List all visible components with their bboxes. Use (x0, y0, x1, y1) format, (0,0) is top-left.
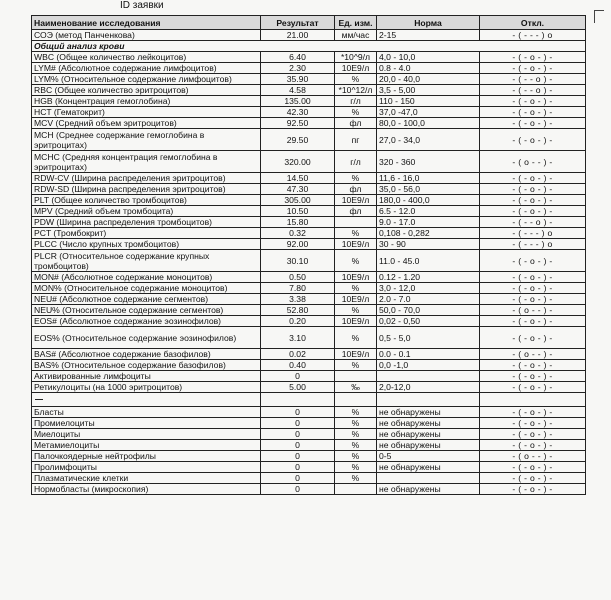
deviation-cell: - ( - - o ) - (480, 74, 586, 85)
test-name-cell: MCH (Среднее содержание гемоглобина в эритроцитах) (32, 129, 261, 151)
norm-cell: 27,0 - 34,0 (377, 129, 480, 151)
norm-cell: 0,02 - 0,50 (377, 316, 480, 327)
unit-cell: *10^9/л (335, 52, 377, 63)
norm-cell: 11,6 - 16,0 (377, 173, 480, 184)
norm-cell: 3,5 - 5,00 (377, 85, 480, 96)
test-name-cell: HGB (Концентрация гемоглобина) (32, 96, 261, 107)
result-cell: 0.40 (261, 360, 335, 371)
test-name-cell: Промиелоциты (32, 418, 261, 429)
empty-cell (261, 393, 335, 407)
result-cell: 10.50 (261, 206, 335, 217)
norm-cell (377, 473, 480, 484)
column-header-name: Наименование исследования (32, 16, 261, 30)
unit-cell: % (335, 451, 377, 462)
deviation-cell: - ( - o - ) - (480, 360, 586, 371)
unit-cell: % (335, 473, 377, 484)
unit-cell: *10^12/л (335, 85, 377, 96)
unit-cell: % (335, 327, 377, 349)
deviation-cell: - ( - o - ) - (480, 382, 586, 393)
norm-cell: 11.0 - 45.0 (377, 250, 480, 272)
norm-cell: 3,0 - 12,0 (377, 283, 480, 294)
table-row (32, 151, 586, 173)
test-name-cell: PLT (Общее количество тромбоцитов) (32, 195, 261, 206)
test-name-cell: PDW (Ширина распределения тромбоцитов) (32, 217, 261, 228)
unit-cell: 10E9/л (335, 349, 377, 360)
norm-cell: 20,0 - 40,0 (377, 74, 480, 85)
deviation-cell: - ( - o - ) - (480, 473, 586, 484)
table-row (32, 184, 586, 195)
table-row (32, 451, 586, 462)
deviation-cell: - ( - o - ) - (480, 407, 586, 418)
test-name-cell: BAS% (Относительное содержание базофилов) (32, 360, 261, 371)
test-name-cell: Пролимфоциты (32, 462, 261, 473)
unit-cell: % (335, 250, 377, 272)
section-title: Общий анализ крови (32, 41, 586, 52)
result-cell: 0 (261, 429, 335, 440)
deviation-cell: - ( - o - ) - (480, 195, 586, 206)
result-cell: 0 (261, 473, 335, 484)
result-cell: 0 (261, 418, 335, 429)
empty-cell (32, 393, 261, 407)
deviation-cell: - ( o - - ) - (480, 151, 586, 173)
deviation-cell: - ( - - o ) - (480, 85, 586, 96)
result-cell: 92.50 (261, 118, 335, 129)
result-cell: 14.50 (261, 173, 335, 184)
test-name-cell: MCV (Средний объем эритроцитов) (32, 118, 261, 129)
test-name-cell: PLCR (Относительное содержание крупных тромбоцитов) (32, 250, 261, 272)
unit-cell: 10E9/л (335, 316, 377, 327)
table-row (32, 382, 586, 393)
short-rule (35, 399, 43, 400)
test-name-cell: NEU% (Относительное содержание сегментов) (32, 305, 261, 316)
unit-cell: % (335, 305, 377, 316)
unit-cell (335, 371, 377, 382)
norm-cell (377, 371, 480, 382)
table-row (32, 316, 586, 327)
result-cell: 0 (261, 371, 335, 382)
result-cell: 305.00 (261, 195, 335, 206)
unit-cell: 10E9/л (335, 294, 377, 305)
column-header-norm: Норма (377, 16, 480, 30)
result-cell: 42.30 (261, 107, 335, 118)
table-row (32, 217, 586, 228)
norm-cell: 50,0 - 70,0 (377, 305, 480, 316)
deviation-cell: - ( - o - ) - (480, 484, 586, 495)
column-header-unit: Ед. изм. (335, 16, 377, 30)
table-header-row (32, 16, 586, 30)
norm-cell: не обнаружены (377, 418, 480, 429)
section-row (32, 41, 586, 52)
result-cell: 0 (261, 462, 335, 473)
result-cell: 47.30 (261, 184, 335, 195)
result-cell: 4.58 (261, 85, 335, 96)
result-cell: 0 (261, 407, 335, 418)
unit-cell: % (335, 429, 377, 440)
table-row (32, 107, 586, 118)
norm-cell: 180,0 - 400,0 (377, 195, 480, 206)
table-row (32, 371, 586, 382)
deviation-cell: - ( - o - ) - (480, 371, 586, 382)
test-name-cell: WBC (Общее количество лейкоцитов) (32, 52, 261, 63)
table-row (32, 349, 586, 360)
test-name-cell: MON# (Абсолютное содержание моноцитов) (32, 272, 261, 283)
test-name-cell: RBC (Общее количество эритроцитов) (32, 85, 261, 96)
table-row (32, 429, 586, 440)
deviation-cell: - ( - o - ) - (480, 440, 586, 451)
test-name-cell: EOS# (Абсолютное содержание эозинофилов) (32, 316, 261, 327)
table-row (32, 52, 586, 63)
norm-cell: 30 - 90 (377, 239, 480, 250)
spacer-row (32, 393, 586, 407)
test-name-cell: Метамиелоциты (32, 440, 261, 451)
result-cell: 3.38 (261, 294, 335, 305)
test-name-cell: RDW-SD (Ширина распределения эритроцитов) (32, 184, 261, 195)
result-cell: 7.80 (261, 283, 335, 294)
deviation-cell: - ( - o - ) - (480, 316, 586, 327)
norm-cell: не обнаружены (377, 484, 480, 495)
unit-cell (335, 217, 377, 228)
result-cell: 92.00 (261, 239, 335, 250)
deviation-cell: - ( - o - ) - (480, 96, 586, 107)
unit-cell: % (335, 228, 377, 239)
table-row (32, 63, 586, 74)
test-name-cell: Плазматические клетки (32, 473, 261, 484)
table-row (32, 228, 586, 239)
table-row (32, 484, 586, 495)
test-name-cell: Активированные лимфоциты (32, 371, 261, 382)
deviation-cell: - ( - o - ) - (480, 418, 586, 429)
unit-cell: 10E9/л (335, 272, 377, 283)
unit-cell: % (335, 283, 377, 294)
norm-cell: не обнаружены (377, 429, 480, 440)
test-name-cell: NEU# (Абсолютное содержание сегментов) (32, 294, 261, 305)
unit-cell: г/л (335, 96, 377, 107)
test-name-cell: RDW-CV (Ширина распределения эритроцитов) (32, 173, 261, 184)
table-row (32, 85, 586, 96)
test-name-cell: PCT (Тромбокрит) (32, 228, 261, 239)
unit-cell: % (335, 74, 377, 85)
test-name-cell: MPV (Средний объем тромбоцита) (32, 206, 261, 217)
deviation-cell: - ( - o - ) - (480, 429, 586, 440)
norm-cell: не обнаружены (377, 440, 480, 451)
deviation-cell: - ( o - - ) - (480, 349, 586, 360)
result-cell: 0.32 (261, 228, 335, 239)
test-name-cell: Палочкоядерные нейтрофилы (32, 451, 261, 462)
norm-cell: 0,0 -1,0 (377, 360, 480, 371)
deviation-cell: - ( - o - ) - (480, 52, 586, 63)
result-cell: 0.02 (261, 349, 335, 360)
norm-cell: 0,108 - 0,282 (377, 228, 480, 239)
result-cell: 0.20 (261, 316, 335, 327)
norm-cell: 6.5 - 12.0 (377, 206, 480, 217)
table-row (32, 30, 586, 41)
table-row (32, 250, 586, 272)
table-row (32, 360, 586, 371)
unit-cell: мм/час (335, 30, 377, 41)
table-row (32, 173, 586, 184)
empty-cell (480, 393, 586, 407)
table-body (32, 30, 586, 495)
unit-cell: г/л (335, 151, 377, 173)
result-cell: 0 (261, 440, 335, 451)
test-name-cell: СОЭ (метод Панченкова) (32, 30, 261, 41)
deviation-cell: - ( - o - ) - (480, 118, 586, 129)
deviation-cell: - ( - o - ) - (480, 462, 586, 473)
deviation-cell: - ( - - - ) о (480, 30, 586, 41)
unit-cell: % (335, 360, 377, 371)
unit-cell: 10E9/л (335, 63, 377, 74)
deviation-cell: - ( - o - ) - (480, 327, 586, 349)
norm-cell: 0.0 - 0.1 (377, 349, 480, 360)
deviation-cell: - ( - o - ) - (480, 107, 586, 118)
unit-cell: 10E9/л (335, 239, 377, 250)
unit-cell: % (335, 173, 377, 184)
norm-cell: 35,0 - 56,0 (377, 184, 480, 195)
result-cell: 6.40 (261, 52, 335, 63)
unit-cell: % (335, 418, 377, 429)
result-cell: 35.90 (261, 74, 335, 85)
unit-cell: % (335, 407, 377, 418)
deviation-cell: - ( o - - ) - (480, 451, 586, 462)
unit-cell (335, 484, 377, 495)
table-row (32, 305, 586, 316)
unit-cell: ‰ (335, 382, 377, 393)
result-cell: 2.30 (261, 63, 335, 74)
table-row (32, 418, 586, 429)
deviation-cell: - ( - o - ) - (480, 294, 586, 305)
result-cell: 52.80 (261, 305, 335, 316)
unit-cell: 10E9/л (335, 195, 377, 206)
norm-cell: 2.0 - 7.0 (377, 294, 480, 305)
deviation-cell: - ( - - - ) о (480, 239, 586, 250)
test-name-cell: MON% (Относительное содержание моноцитов) (32, 283, 261, 294)
deviation-cell: - ( - o - ) - (480, 250, 586, 272)
unit-cell: фл (335, 118, 377, 129)
result-cell: 3.10 (261, 327, 335, 349)
result-cell: 320.00 (261, 151, 335, 173)
unit-cell: пг (335, 129, 377, 151)
norm-cell: 80,0 - 100,0 (377, 118, 480, 129)
unit-cell: % (335, 462, 377, 473)
result-cell: 29.50 (261, 129, 335, 151)
norm-cell: 0.12 - 1.20 (377, 272, 480, 283)
table-row (32, 96, 586, 107)
norm-cell: не обнаружены (377, 462, 480, 473)
deviation-cell: - ( - o - ) - (480, 173, 586, 184)
norm-cell: 2,0-12,0 (377, 382, 480, 393)
deviation-cell: - ( - o - ) - (480, 129, 586, 151)
table-row (32, 327, 586, 349)
norm-cell: 0.8 - 4.0 (377, 63, 480, 74)
table-row (32, 239, 586, 250)
norm-cell: 37,0 -47,0 (377, 107, 480, 118)
lab-results-table (31, 15, 586, 495)
result-cell: 5.00 (261, 382, 335, 393)
norm-cell: 0,5 - 5,0 (377, 327, 480, 349)
table-row (32, 440, 586, 451)
deviation-cell: - ( - o - ) - (480, 272, 586, 283)
test-name-cell: Миелоциты (32, 429, 261, 440)
unit-cell: % (335, 440, 377, 451)
norm-cell: 9.0 - 17.0 (377, 217, 480, 228)
result-cell: 0.50 (261, 272, 335, 283)
test-name-cell: Бласты (32, 407, 261, 418)
test-name-cell: EOS% (Относительное содержание эозинофилов) (32, 327, 261, 349)
deviation-cell: - ( - o - ) - (480, 206, 586, 217)
table-row (32, 462, 586, 473)
deviation-cell: - ( - o - ) - (480, 283, 586, 294)
corner-mark (594, 10, 604, 23)
norm-cell: 0-5 (377, 451, 480, 462)
table-row (32, 206, 586, 217)
norm-cell: 4,0 - 10,0 (377, 52, 480, 63)
empty-cell (377, 393, 480, 407)
column-header-deviation: Откл. (480, 16, 586, 30)
table-row (32, 294, 586, 305)
test-name-cell: MCHC (Средняя концентрация гемоглобина в эритроцитах) (32, 151, 261, 173)
norm-cell: не обнаружены (377, 407, 480, 418)
empty-cell (335, 393, 377, 407)
norm-cell: 2-15 (377, 30, 480, 41)
test-name-cell: Ретикулоциты (на 1000 эритроцитов) (32, 382, 261, 393)
deviation-cell: - ( - - - ) о (480, 228, 586, 239)
deviation-cell: - ( - - o ) - (480, 217, 586, 228)
column-header-result: Результат (261, 16, 335, 30)
result-cell: 15.80 (261, 217, 335, 228)
table-row (32, 74, 586, 85)
result-cell: 135.00 (261, 96, 335, 107)
test-name-cell: PLCC (Число крупных тромбоцитов) (32, 239, 261, 250)
table-row (32, 129, 586, 151)
result-cell: 21.00 (261, 30, 335, 41)
norm-cell: 320 - 360 (377, 151, 480, 173)
unit-cell: % (335, 107, 377, 118)
test-name-cell: BAS# (Абсолютное содержание базофилов) (32, 349, 261, 360)
request-id-label: ID заявки (120, 0, 164, 11)
result-cell: 0 (261, 451, 335, 462)
table-row (32, 407, 586, 418)
test-name-cell: LYM# (Абсолютное содержание лимфоцитов) (32, 63, 261, 74)
table-row (32, 473, 586, 484)
deviation-cell: - ( o - - ) - (480, 305, 586, 316)
test-name-cell: LYM% (Относительное содержание лимфоцитов) (32, 74, 261, 85)
test-name-cell: HCT (Гематокрит) (32, 107, 261, 118)
deviation-cell: - ( - o - ) - (480, 63, 586, 74)
unit-cell: фл (335, 206, 377, 217)
table-row (32, 272, 586, 283)
result-cell: 30.10 (261, 250, 335, 272)
unit-cell: фл (335, 184, 377, 195)
result-cell: 0 (261, 484, 335, 495)
table-row (32, 195, 586, 206)
deviation-cell: - ( - o - ) - (480, 184, 586, 195)
table-row (32, 118, 586, 129)
test-name-cell: Нормобласты (микроскопия) (32, 484, 261, 495)
norm-cell: 110 - 150 (377, 96, 480, 107)
table-row (32, 283, 586, 294)
